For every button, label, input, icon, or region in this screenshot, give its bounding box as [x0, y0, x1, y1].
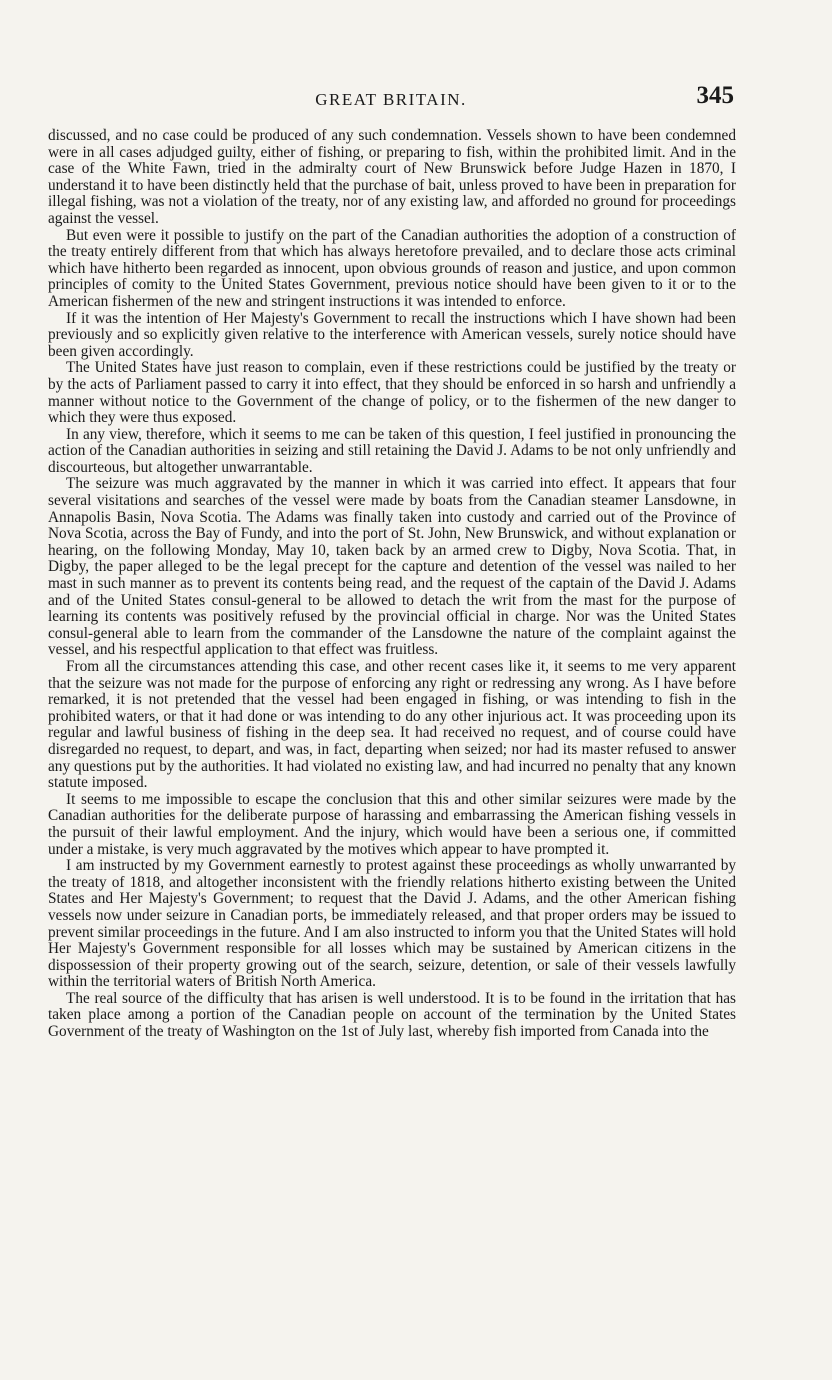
- paragraph-10: The real source of the difficulty that has arisen is well understood. It is to be found in the irritation that has taken place among a portion of the Canadian people on account of the termination by the United States Government of the treaty of Washington on the 1st of July last, whereby fish imported from Canada into the: [48, 989, 736, 1041]
- paragraph-9: I am instructed by my Government earnestly to protest against these proceedings as wholly unwarranted by the treaty of 1818, and altogether inconsistent with the friendly relations hitherto existing between the United States and Her Majesty's Government; to request that the David J. Adams, and the other American fishing vessels now under seizure in Canadian ports, be immediately released, and that proper orders may be issued to prevent similar proceedings in the future. And I am also instructed to inform you that the United States will hold Her Majesty's Government responsible for all losses which may be sustained by American citizens in the dispossession of their property growing out of the search, seizure, detention, or sale of their vessels lawfully within the territorial waters of British North America.: [48, 857, 736, 991]
- paragraph-5: In any view, therefore, which it seems to me can be taken of this question, I feel justified in pronouncing the action of the Canadian authorities in seizing and still retaining the David J. Adams to be not only unfriendly and discourteous, but altogether unwarrantable.: [48, 425, 736, 476]
- paragraph-8: It seems to me impossible to escape the conclusion that this and other similar seizures were made by the Canadian authorities for the deliberate purpose of harassing and embarrassing the American fishing vessels in the pursuit of their lawful employment. And the injury, which would have been a serious one, if committed under a mistake, is very much aggravated by the motives which appear to have prompted it.: [48, 790, 736, 858]
- body-text: [48, 128, 736, 1041]
- running-head: [48, 82, 734, 114]
- paragraph-1: discussed, and no case could be produced of any such condemnation. Vessels shown to have been condemned were in all cases adjudged guilty, either of fishing, or preparing to fish, within the prohibited limit. And in the case of the White Fawn, tried in the admiralty court of New Brunswick before Judge Hazen in 1870, I understand it to have been distinctly held that the purchase of bait, unless proved to have been in preparation for illegal fishing, was not a violation of the treaty, nor of any existing law, and afforded no ground for proceedings against the vessel.: [48, 127, 736, 227]
- paragraph-2: But even were it possible to justify on the part of the Canadian authorities the adoption of a construction of the treaty entirely different from that which has always heretofore prevailed, and to declare those acts criminal which have hitherto been regarded as innocent, upon obvious grounds of reason and justice, and upon common principles of comity to the United States Government, previous notice should have been given to it or to the American fishermen of the new and stringent instructions it was intended to enforce.: [48, 226, 736, 310]
- running-title: GREAT BRITAIN.: [315, 90, 467, 109]
- paragraph-4: The United States have just reason to complain, even if these restrictions could be justified by the treaty or by the acts of Parliament passed to carry it into effect, that they should be enforced in so harsh and unfriendly a manner without notice to the Government of the change of policy, or to the fishermen of the new danger to which they were thus exposed.: [48, 359, 736, 427]
- paragraph-6: The seizure was much aggravated by the manner in which it was carried into effect. It appears that four several visitations and searches of the vessel were made by boats from the Canadian steamer Lansdowne, in Annapolis Basin, Nova Scotia. The Adams was finally taken into custody and carried out of the Province of Nova Scotia, across the Bay of Fundy, and into the port of St. John, New Brunswick, and without explanation or hearing, on the following Monday, May 10, taken back by an armed crew to Digby, Nova Scotia. That, in Digby, the paper alleged to be the legal precept for the capture and detention of the vessel was nailed to her mast in such manner as to prevent its contents being read, and the request of the captain of the David J. Adams and of the United States consul-general to be allowed to detach the writ from the mast for the purpose of learning its contents was positively refused by the provincial official in charge. Nor was the United States consul-general able to learn from the commander of the Lansdowne the nature of the complaint against the vessel, and his respectful application to that effect was fruitless.: [48, 475, 736, 659]
- paragraph-3: If it was the intention of Her Majesty's Government to recall the instructions which I have shown had been previously and so explicitly given relative to the interference with American vessels, surely notice should have been given accordingly.: [48, 309, 736, 360]
- paragraph-7: From all the circumstances attending this case, and other recent cases like it, it seems to me very apparent that the seizure was not made for the purpose of enforcing any right or redressing any wrong. As I have before remarked, it is not pretended that the vessel had been engaged in fishing, or was intending to fish in the prohibited waters, or that it had done or was intending to do any other injurious act. It was proceeding upon its regular and lawful business of fishing in the deep sea. It had received no request, and of course could have disregarded no request, to depart, and was, in fact, departing when seized; nor had its master refused to answer any questions put by the authorities. It had violated no existing law, and had incurred no penalty that any known statute imposed.: [48, 658, 736, 792]
- page-number: 345: [696, 82, 734, 109]
